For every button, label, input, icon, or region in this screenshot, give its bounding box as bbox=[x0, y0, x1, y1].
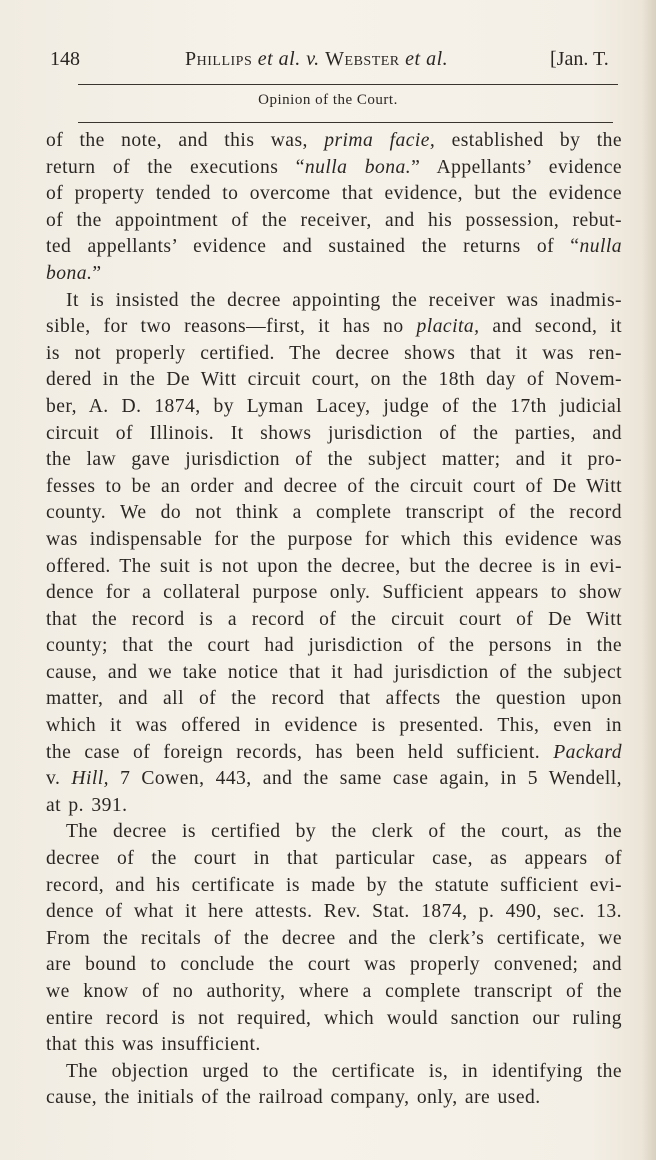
text-line bbox=[46, 873, 622, 900]
text-run: the law gave jurisdiction of the subject matter; and it pro- bbox=[46, 449, 622, 471]
text-run: of property tended to overcome that evidence, but the evidence bbox=[46, 183, 622, 205]
text-line bbox=[46, 633, 622, 660]
text-line bbox=[46, 341, 622, 368]
text-line bbox=[46, 660, 622, 687]
text-line bbox=[46, 793, 622, 820]
text-run: bona. bbox=[46, 262, 93, 284]
text-line bbox=[46, 447, 622, 474]
text-run: at p. 391. bbox=[46, 794, 128, 816]
text-run: v. bbox=[46, 768, 72, 790]
case-title-part: et al. bbox=[405, 48, 449, 70]
text-run: ” Appellants’ evidence bbox=[411, 156, 623, 178]
text-run: cause, the initials of the railroad company, only, are used. bbox=[46, 1087, 541, 1109]
text-run: prima facie, bbox=[324, 130, 436, 151]
text-run: matter, and all of the record that affects the question upon bbox=[46, 688, 622, 710]
text-line bbox=[46, 1059, 622, 1086]
text-run: are bound to conclude the court was properly convened; and bbox=[46, 954, 622, 976]
text-run: nulla bona. bbox=[304, 156, 412, 178]
text-run: and second, it bbox=[479, 316, 622, 338]
term-label: [Jan. T. bbox=[550, 48, 609, 70]
text-run: ber, A. D. 1874, by Lyman Lacey, judge of the 17th judicial bbox=[46, 395, 622, 417]
text-line bbox=[46, 394, 622, 421]
text-line bbox=[46, 713, 622, 740]
text-run: was indispensable for the purpose for which this evidence was bbox=[46, 528, 622, 550]
opinion-text bbox=[46, 128, 622, 1112]
text-line bbox=[46, 952, 622, 979]
text-line bbox=[46, 500, 622, 527]
text-line bbox=[46, 766, 622, 793]
page-edge-shadow bbox=[642, 0, 656, 1160]
text-run: that this was insufficient. bbox=[46, 1034, 261, 1056]
text-run: return of the executions “ bbox=[46, 156, 305, 178]
case-title-part: Webster bbox=[325, 48, 406, 70]
text-line bbox=[46, 208, 622, 235]
text-line bbox=[46, 926, 622, 953]
text-run: county. We do not think a complete transcript of the record bbox=[46, 502, 622, 524]
text-line bbox=[46, 527, 622, 554]
text-run: dered in the De Witt circuit court, on the 18th day of Novem- bbox=[46, 369, 622, 391]
text-line bbox=[46, 128, 622, 155]
section-label: Opinion of the Court. bbox=[258, 92, 398, 108]
text-line bbox=[46, 580, 622, 607]
text-run: It is insisted the decree appointing the receiver was inadmis- bbox=[66, 289, 622, 311]
text-line bbox=[46, 181, 622, 208]
text-line bbox=[46, 686, 622, 713]
text-run: which it was offered in evidence is presented. This, even in bbox=[46, 715, 622, 737]
text-line bbox=[46, 554, 622, 581]
case-title bbox=[185, 48, 448, 71]
text-line bbox=[46, 155, 622, 182]
text-run: ted appellants’ evidence and sustained the returns of “ bbox=[46, 236, 580, 258]
text-run: the case of foreign records, has been held sufficient. bbox=[46, 741, 554, 763]
text-run: sible, for two reasons—first, it has no bbox=[46, 316, 417, 338]
text-run: The decree is certified by the clerk of the court, as the bbox=[66, 821, 622, 843]
text-run: Hill, bbox=[71, 768, 110, 790]
text-run: circuit of Illinois. It shows jurisdiction of the parties, and bbox=[46, 422, 622, 444]
page-number: 148 bbox=[50, 48, 80, 70]
text-run: is not properly certified. The decree shows that it was ren- bbox=[46, 342, 622, 364]
text-run: dence for a collateral purpose only. Sufficient appears to show bbox=[46, 582, 622, 604]
text-run: 7 Cowen, 443, and the same case again, in 5 Wendell, bbox=[109, 768, 623, 790]
header-rule-top bbox=[78, 84, 618, 85]
text-run: Packard bbox=[553, 741, 622, 763]
text-line bbox=[46, 234, 622, 261]
text-run: The objection urged to the certificate is, in identifying the bbox=[66, 1060, 622, 1082]
text-line bbox=[46, 607, 622, 634]
text-run: we know of no authority, where a complete transcript of the bbox=[46, 981, 622, 1002]
text-run: of the appointment of the receiver, and his possession, rebut- bbox=[46, 209, 622, 231]
text-line bbox=[46, 314, 622, 341]
text-run: of the note, and this was, bbox=[46, 130, 325, 151]
text-run: From the recitals of the decree and the clerk’s certificate, we bbox=[46, 927, 622, 949]
text-line bbox=[46, 261, 622, 288]
text-line bbox=[46, 367, 622, 394]
text-run: decree of the court in that particular case, as appears of bbox=[46, 848, 622, 870]
text-run: fesses to be an order and decree of the circuit court of De Witt bbox=[46, 475, 622, 497]
text-run: county; that the court had jurisdiction of the persons in the bbox=[46, 635, 622, 657]
text-run: entire record is not required, which would sanction our ruling bbox=[46, 1007, 622, 1029]
text-line bbox=[46, 979, 622, 1006]
case-title-part: et al. bbox=[257, 48, 301, 70]
text-run: offered. The suit is not upon the decree, but the decree is in evi- bbox=[46, 555, 622, 577]
text-run: established by the bbox=[435, 130, 623, 151]
header-rule-bottom bbox=[78, 122, 613, 123]
text-run: nulla bbox=[579, 236, 622, 258]
text-line bbox=[46, 846, 622, 873]
text-line bbox=[46, 288, 622, 315]
running-header bbox=[50, 48, 630, 80]
text-run: ” bbox=[92, 262, 102, 284]
case-title-part: v. bbox=[300, 48, 326, 70]
text-line bbox=[46, 740, 622, 767]
text-run: placita, bbox=[416, 316, 480, 338]
text-line bbox=[46, 474, 622, 501]
text-line bbox=[46, 819, 622, 846]
text-run: that the record is a record of the circuit court of De Witt bbox=[46, 608, 622, 630]
text-line bbox=[46, 421, 622, 448]
text-run: dence of what it here attests. Rev. Stat. 1874, p. 490, sec. 13. bbox=[46, 901, 622, 923]
text-run: record, and his certificate is made by the statute sufficient evi- bbox=[46, 874, 622, 896]
text-line bbox=[46, 1006, 622, 1033]
text-line bbox=[46, 1085, 622, 1112]
text-run: cause, and we take notice that it had jurisdiction of the subject bbox=[46, 661, 622, 683]
text-line bbox=[46, 1032, 622, 1059]
text-line bbox=[46, 899, 622, 926]
case-title-part: Phillips bbox=[185, 48, 258, 70]
